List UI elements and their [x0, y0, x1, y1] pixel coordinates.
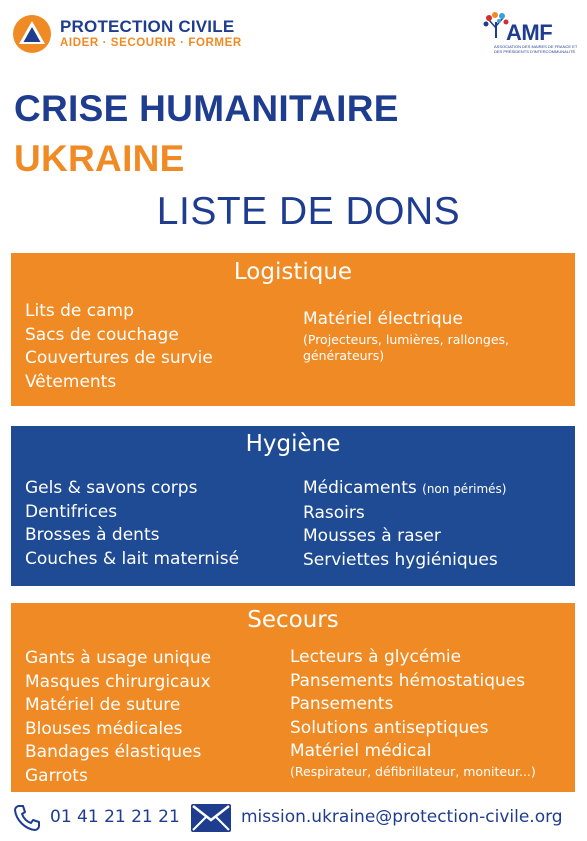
- list-item: Couvertures de survie: [25, 348, 213, 368]
- logistique-left-list: [25, 300, 213, 394]
- list-item: Rasoirs: [303, 502, 365, 523]
- section-logistique: [11, 253, 575, 406]
- list-item: Garrots: [25, 765, 88, 786]
- list-item: Lits de camp: [25, 301, 134, 321]
- amf-logo: [478, 10, 578, 58]
- hygiene-left-list: [25, 477, 239, 571]
- list-item: Gels & savons corps: [25, 478, 198, 498]
- logistique-right-list: [303, 308, 563, 364]
- phone-icon: [12, 803, 42, 833]
- phone-number: 01 41 21 21 21: [50, 807, 180, 827]
- hygiene-right-list: [303, 477, 506, 572]
- list-item: Bandages élastiques: [25, 742, 202, 762]
- list-item: Dentifrices: [25, 501, 118, 522]
- list-item: Pansements hémostatiques: [290, 670, 526, 691]
- section-hygiene: [11, 426, 575, 586]
- secours-right-list: [290, 646, 536, 780]
- list-item: Sacs de couchage: [25, 324, 179, 345]
- list-item: Brosses à dents: [25, 525, 160, 545]
- protection-civile-tagline: AIDER · SECOURIR · FORMER: [60, 37, 242, 49]
- list-item: Matériel de suture: [25, 695, 181, 715]
- mail-icon: [191, 804, 231, 832]
- list-item: Gants à usage unique: [25, 648, 212, 668]
- list-item: Blouses médicales: [25, 718, 183, 739]
- amf-wordmark: AMF: [506, 20, 553, 45]
- section-secours: [11, 603, 575, 792]
- list-item: Solutions antiseptiques: [290, 717, 489, 738]
- list-item: Couches & lait maternisé: [25, 548, 240, 569]
- list-item: Matériel médical: [290, 741, 432, 761]
- section-title-secours: Secours: [247, 607, 339, 633]
- list-item: [303, 477, 506, 502]
- title-crise-humanitaire: CRISE HUMANITAIRE: [14, 88, 399, 129]
- protection-civile-name: PROTECTION CIVILE: [60, 17, 235, 36]
- list-item: Pansements: [290, 694, 394, 714]
- list-item-note: (Respirateur, défibrillateur, moniteur...): [290, 763, 536, 779]
- secours-left-list: [25, 647, 211, 788]
- section-title-hygiene: Hygiène: [245, 431, 341, 457]
- protection-civile-logo: [12, 14, 262, 56]
- list-item: Serviettes hygiéniques: [303, 549, 498, 570]
- amf-subtitle: ASSOCIATION DES MAIRES DE FRANCE ET DES PRÉSIDENTS D'INTERCOMMUNALITÉ: [494, 44, 578, 54]
- list-item: Matériel électrique: [303, 309, 463, 329]
- list-item: Vêtements: [25, 371, 117, 392]
- list-item: Masques chirurgicaux: [25, 671, 211, 692]
- protection-civile-emblem-icon: [12, 14, 52, 54]
- list-item: Mousses à raser: [303, 526, 441, 546]
- list-item-note: (Projecteurs, lumières, rallonges, générateurs): [303, 331, 510, 363]
- email-address: mission.ukraine@protection-civile.org: [241, 807, 563, 827]
- title-liste-de-dons: LISTE DE DONS: [156, 190, 461, 233]
- list-item: Lecteurs à glycémie: [290, 647, 462, 667]
- list-item-label: Médicaments: [303, 478, 417, 498]
- title-ukraine: UKRAINE: [14, 138, 185, 179]
- section-title-logistique: Logistique: [233, 259, 353, 285]
- list-item-note: (non périmés): [422, 482, 507, 496]
